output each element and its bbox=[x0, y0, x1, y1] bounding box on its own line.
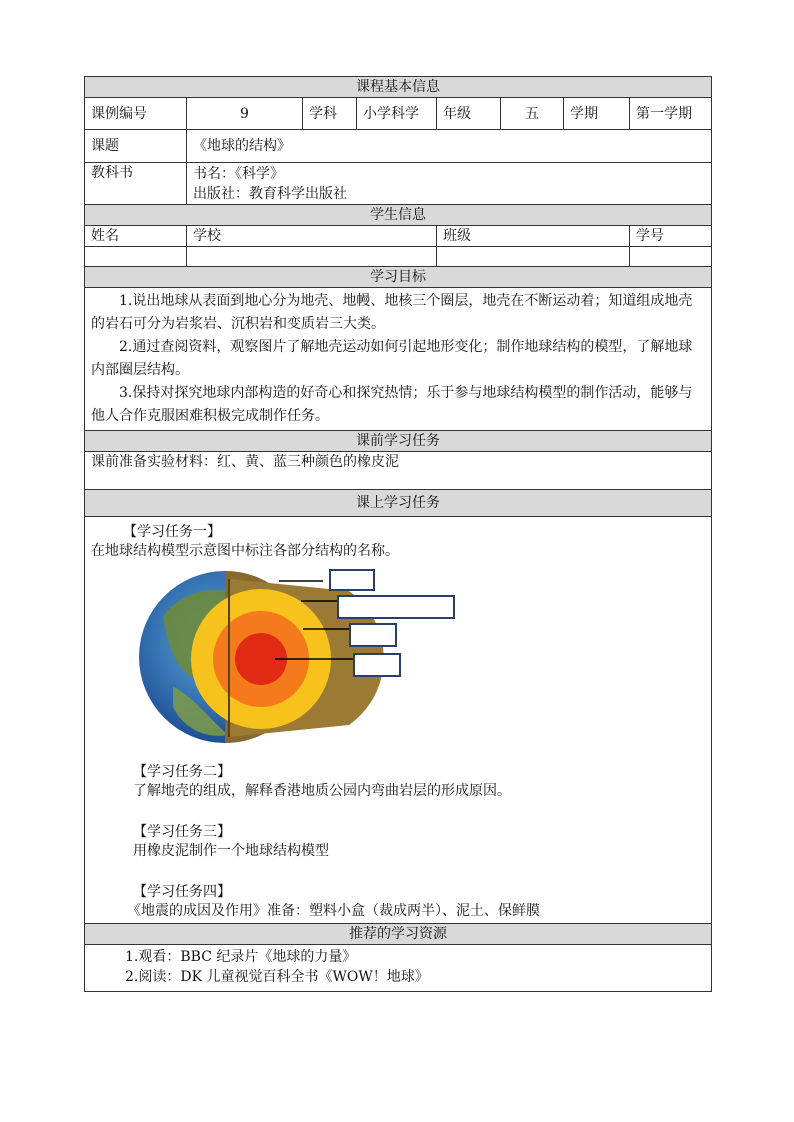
textbook-label: 教科书 bbox=[85, 163, 187, 205]
subject-label: 学科 bbox=[303, 98, 357, 130]
book-name: 书名：《科学》 bbox=[193, 165, 284, 182]
earth-structure-figure bbox=[133, 567, 473, 743]
course-info-header: 课程基本信息 bbox=[85, 77, 712, 98]
name-field[interactable] bbox=[85, 247, 187, 267]
case-no-value: 9 bbox=[187, 98, 303, 130]
name-label: 姓名 bbox=[85, 226, 187, 247]
objective-item: 1.说出地球从表面到地心分为地壳、地幔、地核三个圈层，地壳在不断运动着；知道组成地壳的岩石可分为岩浆岩、沉积岩和变质岩三大类。 bbox=[91, 293, 693, 332]
resource-item: 1.观看：BBC 纪录片《地球的力量》 bbox=[125, 949, 357, 965]
inner-core-label-box[interactable] bbox=[353, 653, 401, 677]
textbook-value bbox=[187, 163, 712, 205]
earth-cutaway-image bbox=[133, 567, 473, 743]
school-field[interactable] bbox=[187, 247, 437, 267]
resources-header: 推荐的学习资源 bbox=[85, 924, 712, 945]
task2-text: 了解地壳的组成，解释香港地质公园内弯曲岩层的形成原因。 bbox=[133, 783, 511, 799]
grade-label: 年级 bbox=[437, 98, 501, 130]
subject-value: 小学科学 bbox=[357, 98, 437, 130]
topic-label: 课题 bbox=[85, 130, 187, 163]
task4-text: 《地震的成因及作用》准备：塑料小盒（裁成两半）、泥土、保鲜膜 bbox=[127, 903, 540, 919]
topic-value: 《地球的结构》 bbox=[187, 130, 712, 163]
objectives-body bbox=[85, 288, 712, 431]
class-field[interactable] bbox=[437, 247, 630, 267]
school-label: 学校 bbox=[187, 226, 437, 247]
task4-title: 【学习任务四】 bbox=[133, 884, 231, 900]
task1-text: 在地球结构模型示意图中标注各部分结构的名称。 bbox=[91, 543, 399, 559]
mantle-label-box[interactable] bbox=[337, 595, 455, 619]
term-value: 第一学期 bbox=[630, 98, 712, 130]
objective-item: 2.通过查阅资料，观察图片了解地壳运动如何引起地形变化；制作地球结构的模型，了解地球内部圈层结构。 bbox=[91, 339, 693, 378]
grade-value: 五 bbox=[501, 98, 564, 130]
task1-title: 【学习任务一】 bbox=[123, 524, 221, 540]
crust-label-box[interactable] bbox=[329, 569, 375, 591]
in-class-body bbox=[85, 517, 712, 924]
task2-title: 【学习任务二】 bbox=[133, 764, 231, 780]
objective-item: 3.保持对探究地球内部构造的好奇心和探究热情；乐于参与地球结构模型的制作活动，能够与他人合作克服困难积极完成制作任务。 bbox=[91, 385, 693, 424]
pre-class-text: 课前准备实验材料：红、黄、蓝三种颜色的橡皮泥 bbox=[85, 452, 712, 490]
resources-body bbox=[85, 945, 712, 992]
outer-core-label-box[interactable] bbox=[349, 623, 397, 647]
course-table bbox=[84, 76, 712, 992]
student-id-label: 学号 bbox=[630, 226, 712, 247]
publisher: 出版社：教育科学出版社 bbox=[193, 185, 347, 202]
pre-class-header: 课前学习任务 bbox=[85, 431, 712, 452]
student-id-field[interactable] bbox=[630, 247, 712, 267]
objectives-header: 学习目标 bbox=[85, 267, 712, 288]
task3-text: 用橡皮泥制作一个地球结构模型 bbox=[133, 843, 329, 859]
class-label: 班级 bbox=[437, 226, 630, 247]
in-class-header: 课上学习任务 bbox=[85, 490, 712, 517]
task3-title: 【学习任务三】 bbox=[133, 824, 231, 840]
resource-item: 2.阅读：DK 儿童视觉百科全书《WOW！地球》 bbox=[125, 969, 429, 985]
course-sheet bbox=[84, 76, 711, 992]
student-info-header: 学生信息 bbox=[85, 205, 712, 226]
term-label: 学期 bbox=[564, 98, 630, 130]
case-no-label: 课例编号 bbox=[85, 98, 187, 130]
